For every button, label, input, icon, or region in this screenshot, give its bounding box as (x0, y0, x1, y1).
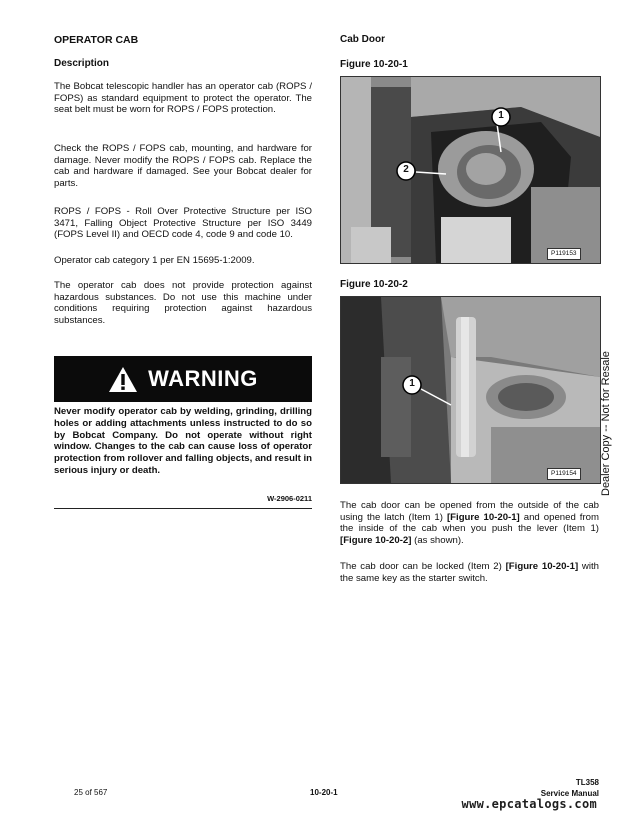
cab-door-paragraph-2: The cab door can be locked (Item 2) [Figure 10-20-1] with the same key as the starter switch. (340, 561, 599, 584)
callout-1-fig1: 1 (498, 110, 504, 121)
warning-banner (54, 356, 312, 402)
figure-10-20-1-code: P119153 (547, 248, 581, 260)
section-title-cab-door: Cab Door (340, 34, 385, 45)
callout-1-fig2: 1 (409, 378, 415, 389)
description-paragraph-5: The operator cab does not provide protection against hazardous substances. Do not use this machine under conditions requiring protection against hazardous substances. (54, 280, 312, 326)
figure-10-20-2-caption: Figure 10-20-2 (340, 279, 408, 290)
footer-page-count: 25 of 567 (74, 788, 108, 797)
warning-text: Never modify operator cab by welding, grinding, drilling holes or adding attachments unless instructed to do so by Bobcat Company. Do not operate without right window. Changes to the cab can cause loss of operator protection from rollover and falling objects, and result in serious injury or death. (54, 406, 312, 476)
description-paragraph-4: Operator cab category 1 per EN 15695-1:2009. (54, 255, 255, 266)
figure-10-20-2-photo (340, 296, 601, 484)
figure-10-20-2-code: P119154 (547, 468, 581, 480)
figure-10-20-1-caption: Figure 10-20-1 (340, 59, 408, 70)
warning-code: W-2906-0211 (267, 494, 312, 503)
footer-page-number: 10-20-1 (310, 788, 338, 797)
footer-watermark: www.epcatalogs.com (461, 797, 597, 811)
warning-triangle-icon (108, 366, 138, 393)
description-paragraph-2: Check the ROPS / FOPS cab, mounting, and hardware for damage. Never modify the ROPS / FOPS cab. Replace the cab and hardware if damaged. See your Bobcat dealer for parts. (54, 143, 312, 189)
description-paragraph-1: The Bobcat telescopic handler has an operator cab (ROPS / FOPS) as standard equipment to protect the operator. The seat belt must be worn for ROPS / FOPS protection. (54, 81, 312, 116)
side-dealer-copy-text: Dealer Copy -- Not for Resale (600, 351, 612, 496)
cab-door-paragraph-1: The cab door can be opened from the outside of the cab using the latch (Item 1) [Figure 10-20-1] and opened from the inside of the cab when you push the lever (Item 1) [Figure 10-20-2] (as shown). (340, 500, 599, 546)
description-paragraph-3: ROPS / FOPS - Roll Over Protective Structure per ISO 3471, Falling Object Protective Structure per ISO 3449 (FOPS Level II) and OECD code 4, code 9 and code 10. (54, 206, 312, 241)
description-heading: Description (54, 58, 110, 69)
warning-divider (54, 508, 312, 509)
callout-2-fig1: 2 (403, 164, 409, 175)
footer-model: TL358 (575, 778, 599, 787)
section-title-operator-cab: OPERATOR CAB (54, 34, 139, 46)
footer-manual: Service Manual (540, 789, 599, 798)
warning-title: WARNING (148, 366, 258, 391)
figure-10-20-1-photo (340, 76, 601, 264)
